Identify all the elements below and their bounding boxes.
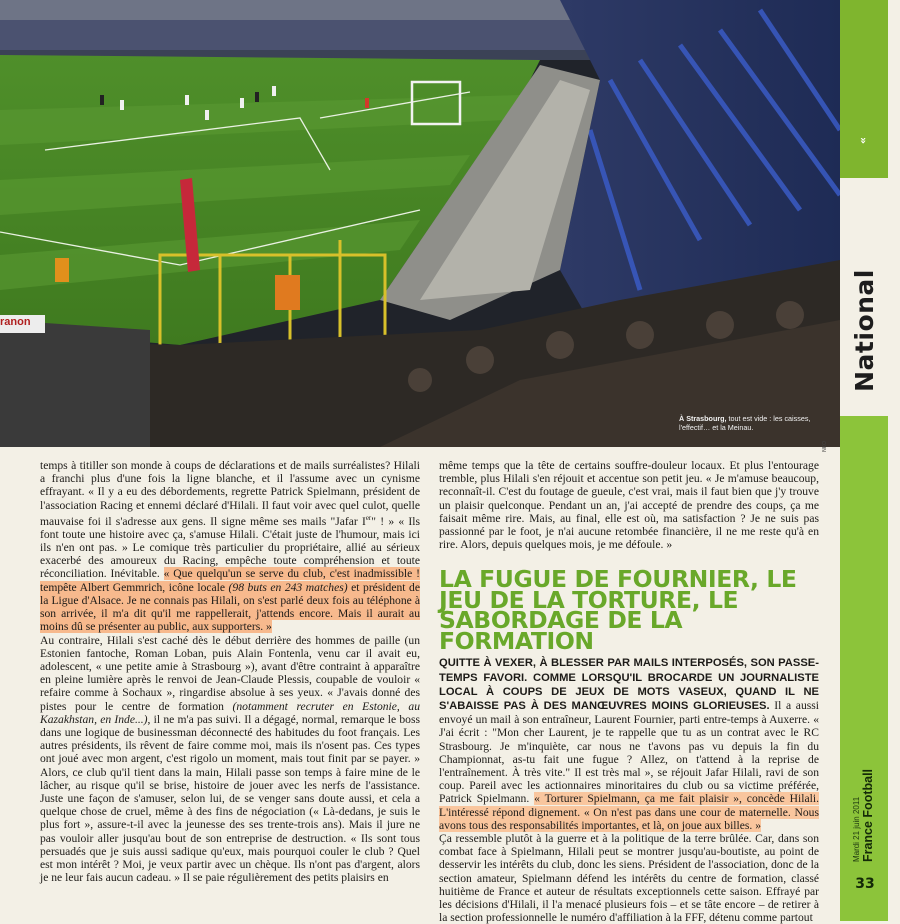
section-label <box>844 248 884 413</box>
paragraph: Ça ressemble plutôt à la guerre et à la politique de la terre brûlée. Car, dans son combat face à Spielmann, Hilali peut se montrer jusqu'au-boutiste, au point de desservir les intérêts du club, donc les siens. Président de l'association, donc de la section amateur, Spielmann défend les intérêts du centre de formation, classé huitième de France et auteur de résultats exceptionnels cette saison. Effrayé par les décisions d'Hilali, il l'a menacé plusieurs fois – et se tâte encore – de retirer à la section professionnelle le numéro d'affiliation à la FFF, détenu comme partout <box>439 832 819 924</box>
article-column-1 <box>40 459 420 884</box>
highlighted-quote: « Que quelqu'un se serve du club, c'est inadmissible ! tempête Albert Gemmrich, icône locale (98 buts en 243 matches) et président de la Ligue d'Alsace. Je ne connais pas Hilali, on s'est parlé deux fois au téléphone à son arrivée, il m'a dit qu'il me rappellerait, j'attends encore. Mais il aurait au moins dû se présenter au public, aux supporters. » <box>40 567 421 634</box>
section-label-text: National <box>849 269 879 392</box>
section-headline: LA FUGUE DE FOURNIER, LE JEU DE LA TORTURE, LE SABORDAGE DE LA FORMATION <box>439 565 797 655</box>
caption-text: tout est vide : les caisses, l'effectif… et la Meinau. <box>679 414 811 432</box>
lead-in: QUITTE À VEXER, À BLESSER PAR MAILS INTERPOSÉS, SON PASSE-TEMPS FAVORI. COMME LORSQU'IL BROCARDE UN JOURNALISTE LOCAL À COUPS DE JEUX DE MOTS VASEUX, QUAND IL NE S'ABAISSE PAS À DES MANŒUVRES MOINS GLORIEUSES. <box>439 657 819 713</box>
page-number: 33 <box>855 876 875 892</box>
paragraph: Au contraire, Hilali s'est caché dès le début derrière des hommes de paille (un Estonien fantoche, Roman Loban, puis Alain Fontenla, venu car il avait eu, adolescent, « une petite amie à Strasbourg »), avant d'être contraint à apparaître en pleine lumière après le renvoi de Jean-Claude Plessis, coupable de vouloir « refaire comme à Sochaux », ringardise absolue à ses yeux. « J'avais donné des pistes pour le centre de formation (notamment recruter en Estonie, au Kazakhstan, en Inde...), il ne m'a pas suivi. Il a dégagé, normal, remarque le boss dans une logique de businessman déconnecté des habitudes du foot français. Les autres présidents, ils rêvent de faire comme moi, mais ils n'osent pas. Ces types ont joué avec mon argent, c'est rigolo un moment, mais tout finit par se payer. » Alors, ce club qu'il tient dans la main, Hilali passe son temps à faire mine de le lâcher, au risque qu'il se brise, histoire de jouer avec les nerfs de l'assistance. Juste une façon de s'amuser, selon lui, de se venger sans doute aussi, et cela a quelque chose de cruel, même à des fins de négociation (« Là-dedans, je suis le plus fort », assure-t-il avec la jeunesse des ses trente-trois ans). Mais il jure ne pas vouloir aller jusqu'au bout de son entreprise de destruction. « Ils sont tous persuadés que je suis aussi sadique qu'eux, mais pourquoi couler le club ? Quel est mon intérêt ? Moi, je veux partir avec un chèque. Ils n'ont pas d'argent, alors je ne leur fais aucun cadeau. » Il se paie régulièrement des petits plaisirs en <box>40 633 421 885</box>
chevron-icon: » <box>857 136 871 145</box>
paragraph: temps à titiller son monde à coups de déclarations et de mails surréalistes? Hilali a franchi plus d'une fois la ligne blanche, et il l'assume avec un cynisme effrayant. « Il y a eu des débordements, regrette Patrick Spielmann, président de l'association Racing et ennemi déclaré d'Hilali. Il faut voir avec quel culot, quelle mauvaise foi il s'adresse aux gens. Il signe même ses mails "Jafar Ier" ! » « Ils font toute une histoire avec ça, s'amuse Hilali. C'était juste de l'humour, mais ici ils n'en ont pas. » Le comique très particulier du propriétaire, allié au sérieux exacerbé des amoureux du Racing, empêche toute compréhension et toute réconciliation. Inévitable. « Que quelqu'un se serve du club, c'est inadmissible ! tempête Albert Gemmrich, icône locale (98 buts en 243 matches) et président de la Ligue d'Alsace. Je ne connais pas Hilali, on s'est parlé deux fois au téléphone à son arrivée, il m'a dit qu'il me rappellerait, j'attends encore. Mais il aurait au moins dû se présenter au public, aux supporters. » <box>40 459 421 634</box>
publication-info <box>844 766 884 864</box>
magazine-name: France Football <box>861 768 876 862</box>
caption-bold: À Strasbourg, <box>679 414 727 423</box>
article-column-2 <box>439 459 819 924</box>
issue-date: Mardi 21 juin 2011 <box>852 796 862 862</box>
side-accent-top <box>840 0 888 178</box>
photo-caption <box>679 414 829 432</box>
highlighted-quote: « Torturer Spielmann, ça me fait plaisir », concède Hilali. L'intéressé répond dignement. « On n'est pas dans une cour de maternelle. Nous avons tous des responsabilités importantes, et là, on joue aux billes. » <box>439 792 819 832</box>
paragraph: QUITTE À VEXER, À BLESSER PAR MAILS INTERPOSÉS, SON PASSE-TEMPS FAVORI. COMME LORSQU'IL BROCARDE UN JOURNALISTE LOCAL À COUPS DE JEUX DE MOTS VASEUX, QUAND IL NE S'ABAISSE PAS À DES MANŒUVRES MOINS GLORIEUSES. Il a aussi envoyé un mail à son entraîneur, Laurent Fournier, parti entre-temps à Auxerre. « J'ai écrit : "Mon cher Laurent, je te rappelle que tu as un contrat avec le RC Strasbourg. Je m'inquiète, car nous ne t'avons pas vu depuis la fin du Championnat, as-tu fait une fugue ? Allez, on t'attend à la reprise de l'entraînement. À très vite." Il est très mal », se réjouit Jafar Hilali, ravi de son coup. Pareil avec les actionnaires minoritaires du club ou sa victime préférée, Patrick Spielmann. « Torturer Spielmann, ça me fait plaisir », concède Hilali. L'intéressé répond dignement. « On n'est pas dans une cour de maternelle. Nous avons tous des responsabilités importantes, et là, on joue aux billes. » <box>439 657 819 832</box>
paragraph: même temps que la tête de certains souffre-douleur locaux. Et plus l'entourage tremble, plus Hilali s'en réjouit et accentue son petit jeu. « Je m'amuse beaucoup, reconnaît-il. C'est du foutage de gueule, c'est vrai, mais il faut bien que j'y trouve un plaisir quelconque. Pendant un an, j'ai accepté de prendre des coups, ça me faisait même rire. Mais, au final, elle est où, ma satisfaction ? Je ne suis pas passionné par le foot, je n'ai aucune retombée financière, il ne me reste qu'à en rire. Alors, depuis quelques mois, je me défoule. » <box>439 459 819 552</box>
stadium-photo <box>0 0 840 447</box>
banner-ad: ranon <box>0 316 31 328</box>
stadium-illustration <box>0 0 840 447</box>
photo-credit: NKO <box>822 441 828 452</box>
